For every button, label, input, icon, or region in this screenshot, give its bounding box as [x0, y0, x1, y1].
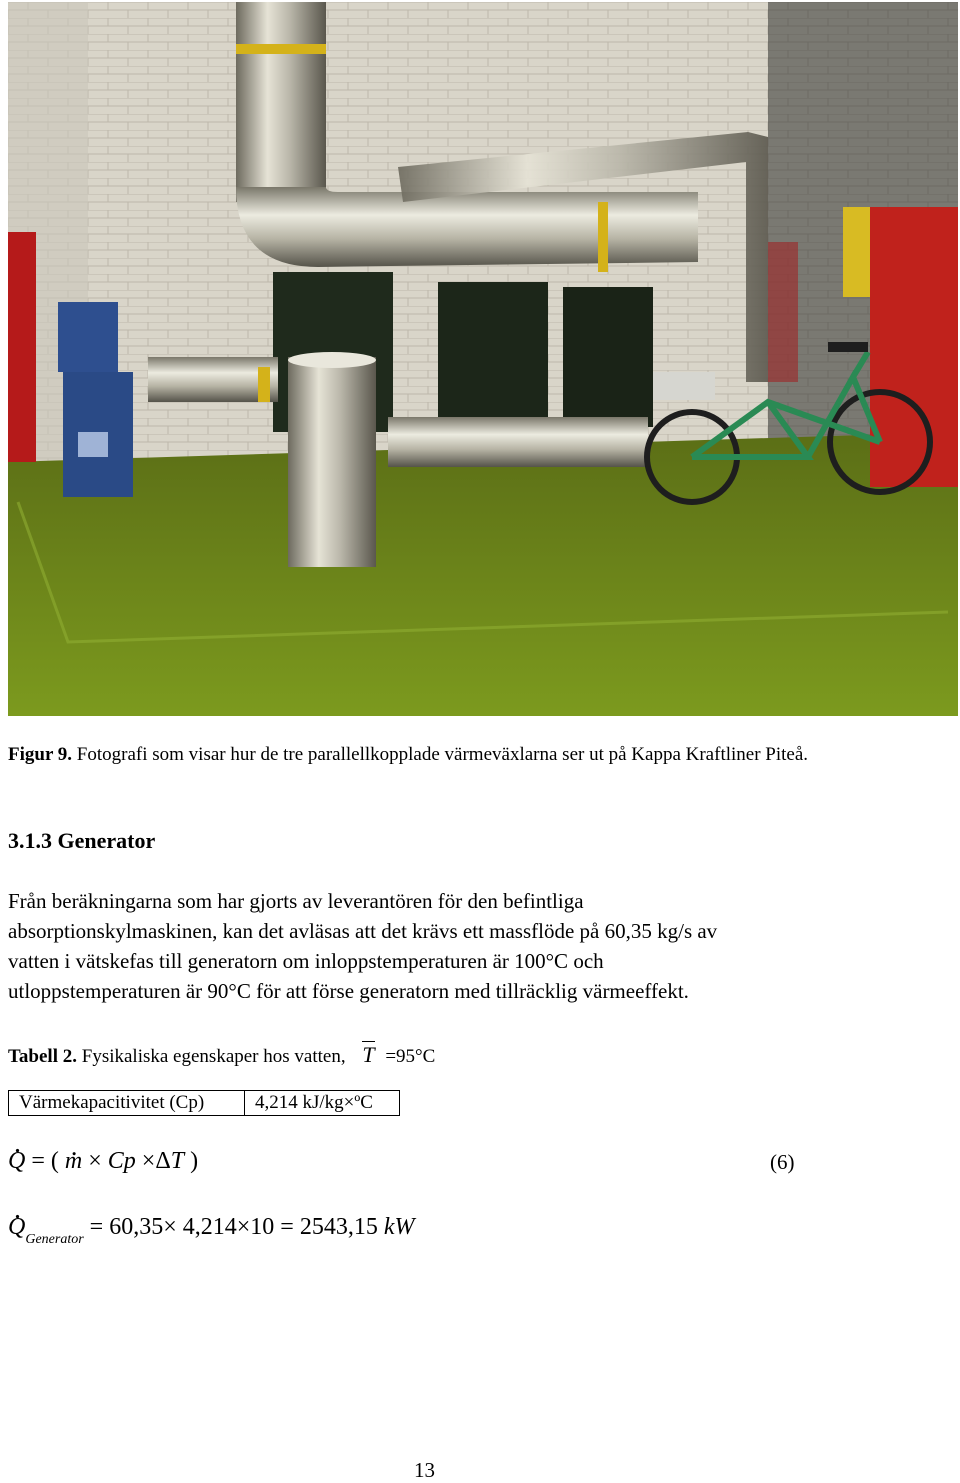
- property-cell: Värmekapacitivitet (Cp): [9, 1091, 245, 1116]
- paragraph-line: vatten i vätskefas till generatorn om inloppstemperaturen är 100°C och: [8, 949, 604, 973]
- table-label: Tabell 2.: [8, 1046, 77, 1067]
- figure-caption: [8, 744, 808, 766]
- figure-photo-heat-exchangers: [8, 2, 958, 716]
- mean-temperature-symbol: T: [362, 1042, 375, 1067]
- mean-temperature-value: =95°C: [385, 1046, 436, 1067]
- eq2-q-dot: . Q: [8, 1214, 25, 1241]
- eq1-open: = (: [31, 1148, 59, 1174]
- figure-caption-text: Fotografi som visar hur de tre parallellkopplade värmeväxlarna ser ut på Kappa Kraftliner Piteå.: [76, 744, 809, 765]
- eq1-times-2: ×: [141, 1148, 156, 1174]
- table-row: [9, 1091, 400, 1116]
- eq2-expression: = 60,35× 4,214×10 = 2543,15: [89, 1214, 378, 1240]
- body-paragraph: [8, 886, 908, 1006]
- paragraph-line: utloppstemperaturen är 90°C för att förse generatorn med tillräcklig värmeeffekt.: [8, 979, 689, 1003]
- equation-generator-power: [8, 1214, 415, 1247]
- paragraph-line: absorptionskylmaskinen, kan det avläsas att det krävs ett massflöde på 60,35 kg/s av: [8, 919, 718, 943]
- eq2-subscript: Generator: [25, 1232, 84, 1247]
- table-title: [8, 1042, 435, 1068]
- equation-heat-rate: [8, 1148, 198, 1175]
- eq1-times-1: ×: [88, 1148, 102, 1174]
- page-number: 13: [414, 1458, 435, 1482]
- section-heading: 3.1.3 Generator: [8, 828, 156, 853]
- value-cell: 4,214 kJ/kg×ºC: [245, 1091, 400, 1116]
- eq2-unit: kW: [383, 1214, 415, 1240]
- eq1-t: T: [170, 1148, 185, 1174]
- eq1-q-dot: . Q: [8, 1148, 25, 1175]
- paragraph-line: Från beräkningarna som har gjorts av leverantören för den befintliga: [8, 889, 584, 913]
- water-properties-table: [8, 1090, 400, 1116]
- figure-label: Figur 9.: [8, 744, 73, 765]
- equation-number: (6): [770, 1150, 795, 1174]
- eq1-close: ): [190, 1148, 199, 1174]
- eq1-m-dot: . m: [65, 1148, 82, 1175]
- table-title-text: Fysikaliska egenskaper hos vatten,: [81, 1046, 346, 1067]
- eq1-cp: Cp: [107, 1148, 136, 1174]
- eq1-delta: Δ: [155, 1148, 171, 1174]
